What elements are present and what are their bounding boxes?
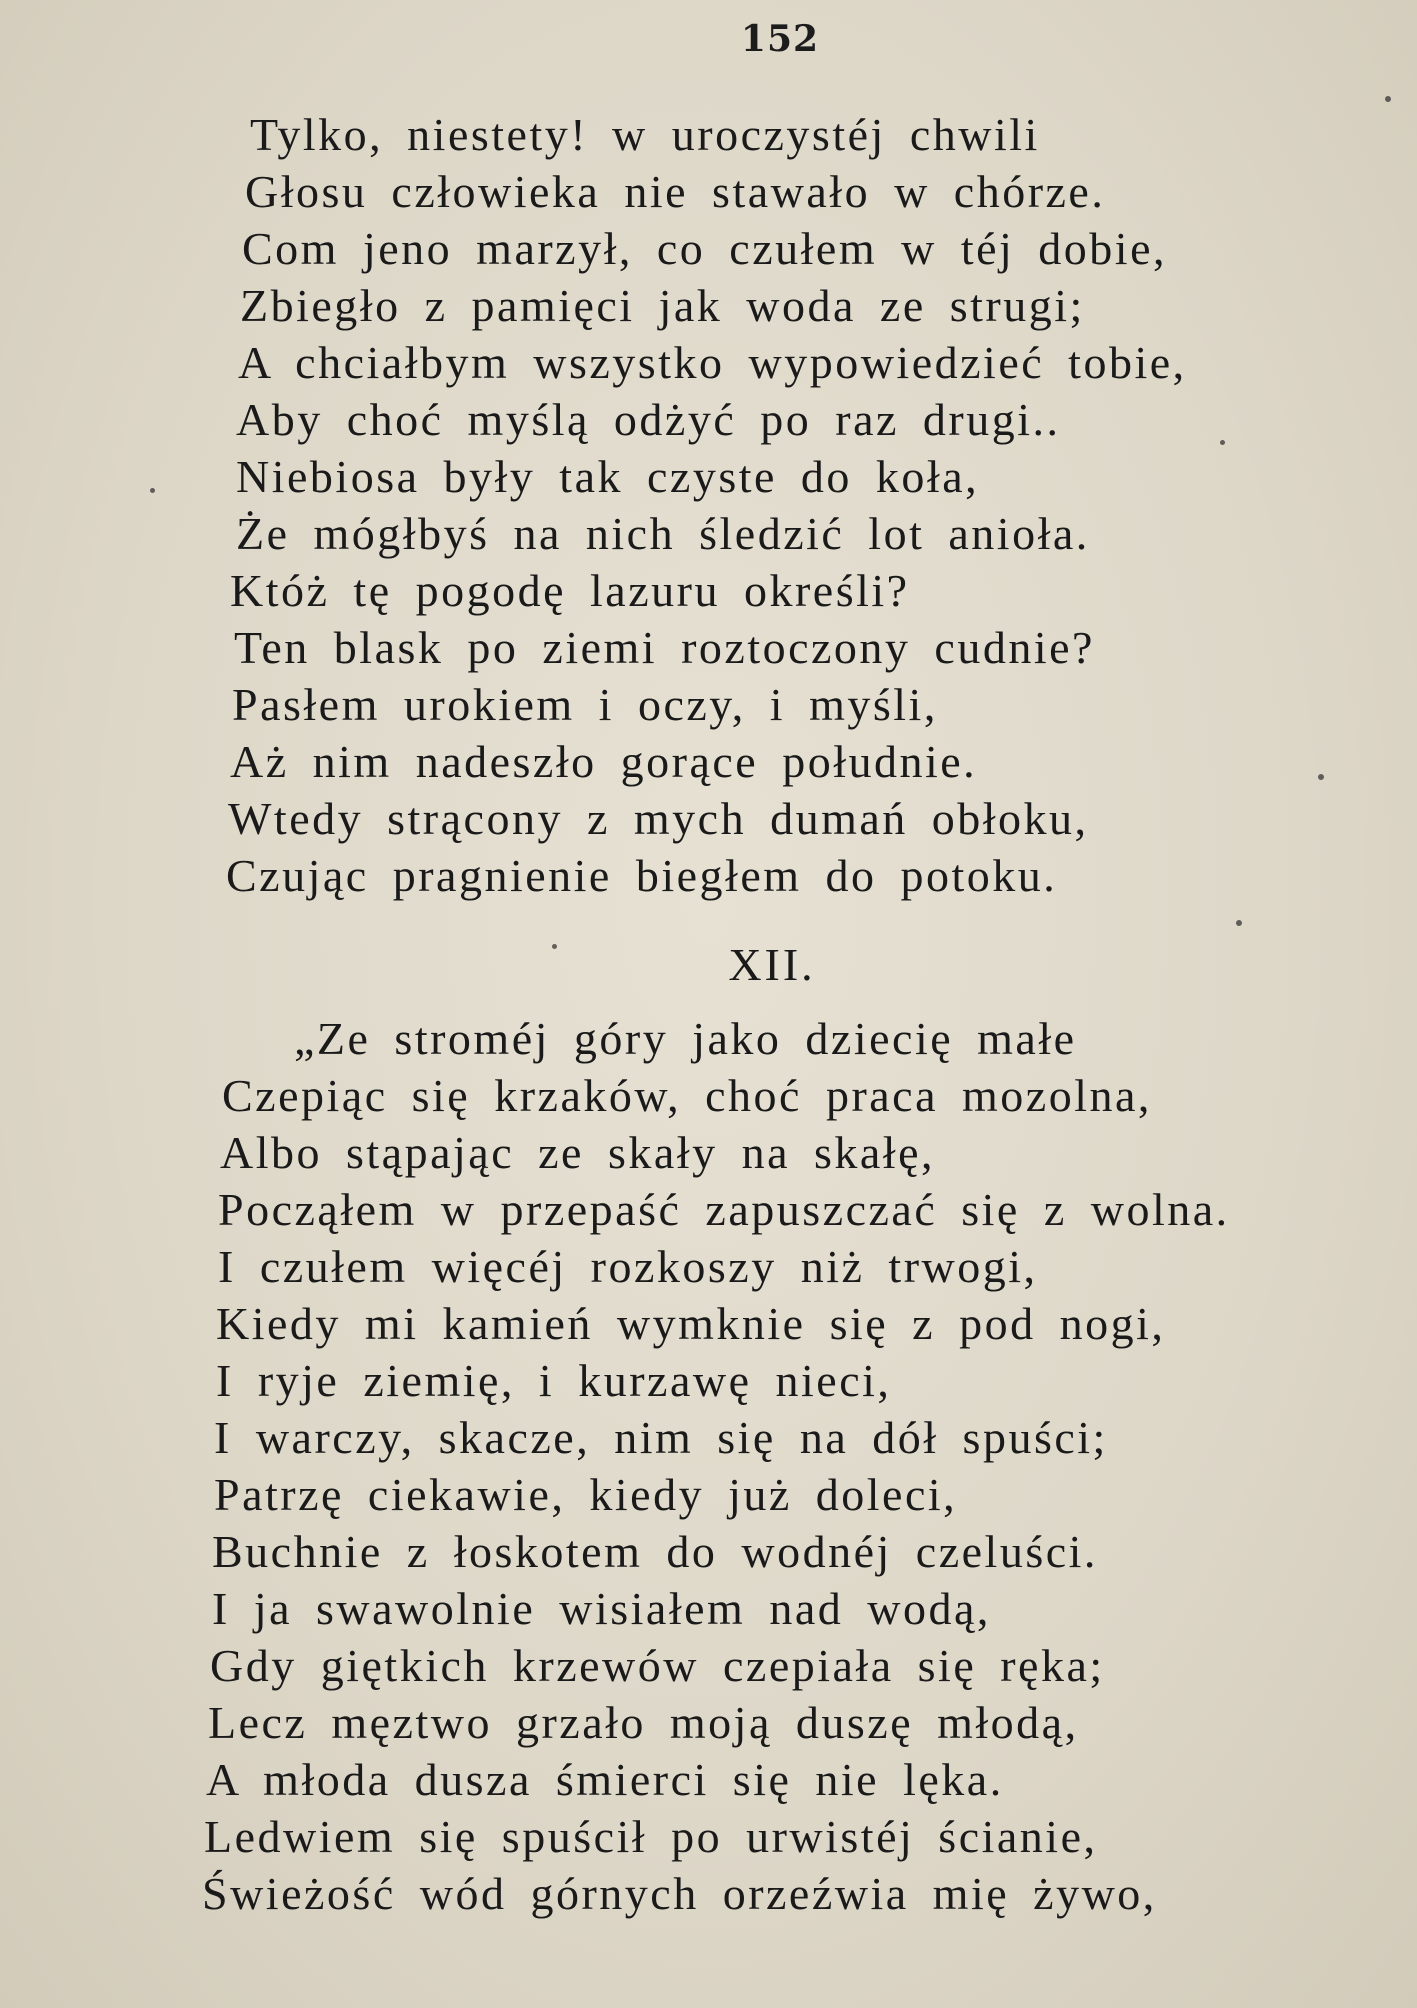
- verse-line: Kiedy mi kamień wymknie się z pod nogi,: [216, 1298, 1166, 1349]
- stanza-two: [202, 1010, 1230, 1922]
- verse-line: Głosu człowieka nie stawało w chórze.: [245, 166, 1106, 217]
- verse-line: I ryje ziemię, i kurzawę nieci,: [216, 1355, 892, 1406]
- verse-line: Czując pragnienie biegłem do potoku.: [226, 850, 1058, 901]
- verse-line: Czepiąc się krzaków, choć praca mozolna,: [222, 1070, 1152, 1121]
- verse-line: A młoda dusza śmierci się nie lęka.: [206, 1754, 1004, 1805]
- verse-line: Że mógłbyś na nich śledzić lot anioła.: [236, 508, 1090, 559]
- verse-line: Niebiosa były tak czyste do koła,: [236, 451, 980, 502]
- verse-line: Począłem w przepaść zapuszczać się z wolna.: [218, 1184, 1230, 1235]
- paper-speck: [150, 488, 155, 493]
- paper-speck: [1236, 920, 1242, 926]
- verse-line: Zbiegło z pamięci jak woda ze strugi;: [240, 280, 1085, 331]
- verse-line: Tylko, niestety! w uroczystéj chwili: [250, 109, 1040, 160]
- paper-speck: [1385, 96, 1391, 102]
- verse-line: A chciałbym wszystko wypowiedzieć tobie,: [238, 337, 1187, 388]
- verse-line: I ja swawolnie wisiałem nad wodą,: [212, 1583, 991, 1634]
- page-number: 152: [740, 18, 820, 60]
- verse-line: „Ze stroméj góry jako dziecię małe: [294, 1013, 1077, 1064]
- verse-line: Albo stąpając ze skały na skałę,: [220, 1127, 935, 1178]
- section-heading: XII.: [728, 939, 816, 990]
- verse-line: Ledwiem się spuścił po urwistéj ścianie,: [204, 1811, 1098, 1862]
- verse-line: Ten blask po ziemi roztoczony cudnie?: [234, 622, 1095, 673]
- verse-line: Pasłem urokiem i oczy, i myśli,: [232, 679, 938, 730]
- verse-line: Aby choć myślą odżyć po raz drugi..: [236, 394, 1061, 445]
- verse-line: Patrzę ciekawie, kiedy już doleci,: [214, 1469, 958, 1520]
- paper-speck: [1318, 774, 1324, 780]
- paper-speck: [1220, 440, 1225, 445]
- verse-line: Buchnie z łoskotem do wodnéj czeluści.: [212, 1526, 1098, 1577]
- stanza-one: [226, 106, 1187, 904]
- verse-line: I czułem więcéj rozkoszy niż trwogi,: [218, 1241, 1038, 1292]
- verse-line: Aż nim nadeszło gorące południe.: [230, 736, 978, 787]
- verse-line: Lecz męztwo grzało moją duszę młodą,: [208, 1697, 1079, 1748]
- verse-line: Wtedy strącony z mych dumań obłoku,: [228, 793, 1089, 844]
- verse-line: Gdy giętkich krzewów czepiała się ręka;: [210, 1640, 1105, 1691]
- paper-speck: [552, 944, 557, 949]
- verse-line: Com jeno marzył, co czułem w téj dobie,: [242, 223, 1167, 274]
- verse-line: I warczy, skacze, nim się na dół spuści;: [214, 1412, 1108, 1463]
- verse-line: Któż tę pogodę lazuru określi?: [230, 565, 910, 616]
- verse-line: Świeżość wód górnych orzeźwia mię żywo,: [202, 1868, 1157, 1919]
